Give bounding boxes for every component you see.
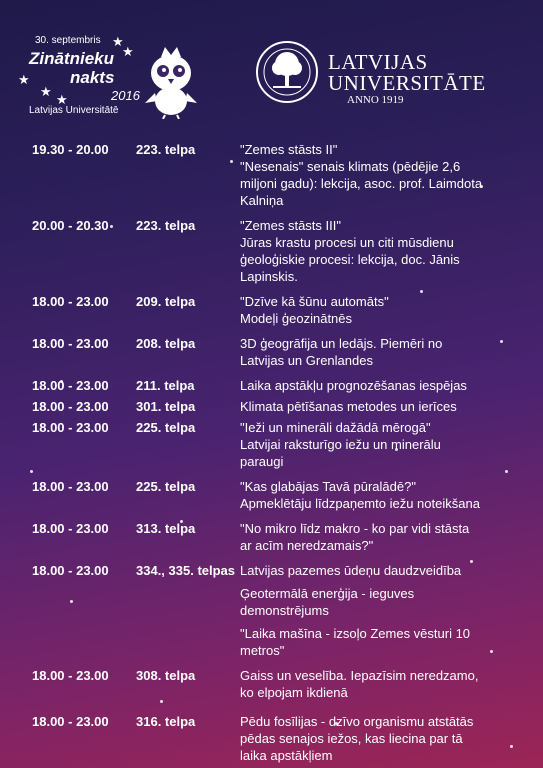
- row-room: 223. telpa: [136, 142, 196, 157]
- event-title-line2: nakts: [70, 68, 115, 87]
- description-line: Latvijas un Grenlandes: [240, 353, 373, 368]
- university-name-line1: LATVIJAS: [328, 50, 428, 74]
- row-description: [240, 335, 522, 369]
- description-line: miljoni gadu): lekcija, asoc. prof. Laimdota: [240, 176, 483, 191]
- row-time: 18.00 - 23.00: [32, 479, 109, 494]
- row-description: [240, 667, 522, 701]
- oak-tree-seal-icon: [255, 40, 319, 104]
- description-line: Modeļi ģeozinātnēs: [240, 311, 353, 326]
- row-room: 211. telpa: [136, 378, 195, 393]
- row-time: 18.00 - 23.00: [32, 336, 109, 351]
- schedule-row: [32, 335, 522, 369]
- university-name-line2: UNIVERSITĀTE: [328, 71, 486, 95]
- schedule-table: [32, 141, 522, 764]
- description-line: "Kas glabājas Tavā pūralādē?": [240, 479, 416, 494]
- star-icon: ★: [40, 84, 52, 99]
- row-time: 18.00 - 23.00: [32, 399, 109, 414]
- description-line: Latvijai raksturīgo iežu un minerālu: [240, 437, 441, 452]
- description-line: Gaiss un veselība. Iepazīsim neredzamo,: [240, 668, 479, 683]
- row-description: [240, 478, 522, 512]
- row-description: [240, 713, 522, 764]
- row-description: [240, 419, 522, 470]
- university-anno: ANNO 1919: [347, 94, 404, 106]
- description-line: metros": [240, 643, 285, 658]
- description-line: ģeoloģiskie procesi: lekcija, doc. Jānis: [240, 252, 460, 267]
- row-time: 18.00 - 23.00: [32, 521, 109, 536]
- schedule-row: [32, 293, 522, 327]
- description-line: "No mikro līdz makro - ko par vidi stāsta: [240, 521, 470, 536]
- row-room: 223. telpa: [136, 218, 196, 233]
- description-line: demonstrējums: [240, 603, 329, 618]
- description-line: 3D ģeogrāfija un ledājs. Piemēri no: [240, 336, 443, 351]
- schedule-row: [32, 141, 522, 209]
- description-line: Latvijas pazemes ūdeņu daudzveidība: [240, 563, 462, 578]
- row-time: 18.00 - 23.00: [32, 714, 109, 729]
- schedule-row: [32, 667, 522, 701]
- schedule-row: [32, 713, 522, 764]
- row-room: 208. telpa: [136, 336, 196, 351]
- star-icon: ★: [56, 92, 68, 107]
- row-room: 334., 335. telpas: [136, 563, 236, 578]
- row-description: [240, 520, 522, 554]
- description-line: laika apstākļiem: [240, 748, 333, 763]
- schedule-row: [32, 520, 522, 554]
- event-year: 2016: [111, 88, 140, 103]
- row-room: 209. telpa: [136, 294, 196, 309]
- row-time: 20.00 - 20.30: [32, 218, 109, 233]
- description-line: Lapinskis.: [240, 269, 298, 284]
- schedule-row: [32, 398, 522, 415]
- schedule-row: [32, 562, 522, 659]
- schedule-row: [32, 419, 522, 470]
- row-time: 18.00 - 23.00: [32, 420, 109, 435]
- schedule-row: [32, 217, 522, 285]
- event-date: 30. septembris: [35, 35, 101, 46]
- star-icon: ★: [122, 44, 134, 59]
- description-line: Ģeotermālā enerģija - ieguves: [240, 586, 415, 601]
- description-line: "Ieži un minerāli dažādā mērogā": [240, 420, 431, 435]
- description-line: "Laika mašīna - izsoļo Zemes vēsturi 10: [240, 626, 471, 641]
- description-line: Klimata pētīšanas metodes un ierīces: [240, 399, 457, 414]
- row-time: 18.00 - 23.00: [32, 378, 109, 393]
- description-line: Laika apstākļu prognozēšanas iespējas: [240, 378, 467, 393]
- row-room: 225. telpa: [136, 479, 196, 494]
- star-icon: ★: [18, 72, 30, 87]
- schedule-row: [32, 377, 522, 394]
- description-line: "Zemes stāsts III": [240, 218, 341, 233]
- description-line: "Nesenais" senais klimats (pēdējie 2,6: [240, 159, 461, 174]
- row-description: [240, 562, 522, 659]
- event-logo: [18, 35, 218, 125]
- description-line: ko elpojam ikdienā: [240, 685, 348, 700]
- row-room: 313. telpa: [136, 521, 196, 536]
- schedule-row: [32, 478, 522, 512]
- description-line: pēdas senajos iežos, kas liecina par tā: [240, 731, 463, 746]
- row-description: [240, 293, 522, 327]
- row-time: 18.00 - 23.00: [32, 668, 109, 683]
- row-time: 18.00 - 23.00: [32, 563, 109, 578]
- event-organizer: Latvijas Universitātē: [29, 105, 119, 116]
- row-description: [240, 217, 522, 285]
- row-room: 225. telpa: [136, 420, 196, 435]
- event-title-line1: Zinātnieku: [29, 49, 115, 68]
- description-line: paraugi: [240, 454, 284, 469]
- header: [0, 0, 543, 130]
- row-time: 18.00 - 23.00: [32, 294, 109, 309]
- description-line: "Zemes stāsts II": [240, 142, 338, 157]
- row-time: 19.30 - 20.00: [32, 142, 109, 157]
- row-description: [240, 377, 522, 394]
- owl-icon: [143, 43, 199, 119]
- row-room: 316. telpa: [136, 714, 196, 729]
- description-line: Pēdu fosīlijas - dzīvo organismu atstātās: [240, 714, 474, 729]
- row-description: [240, 141, 522, 209]
- row-room: 301. telpa: [136, 399, 196, 414]
- star-icon: ★: [112, 34, 124, 49]
- description-line: ar acīm neredzamais?": [240, 538, 374, 553]
- university-logo: [255, 40, 515, 115]
- row-room: 308. telpa: [136, 668, 196, 683]
- description-line: Apmeklētāju līdzpaņemto iežu noteikšana: [240, 496, 480, 511]
- description-line: "Dzīve kā šūnu automāts": [240, 294, 389, 309]
- description-line: Kalniņa: [240, 193, 284, 208]
- row-description: [240, 398, 522, 415]
- description-line: Jūras krastu procesi un citi mūsdienu: [240, 235, 454, 250]
